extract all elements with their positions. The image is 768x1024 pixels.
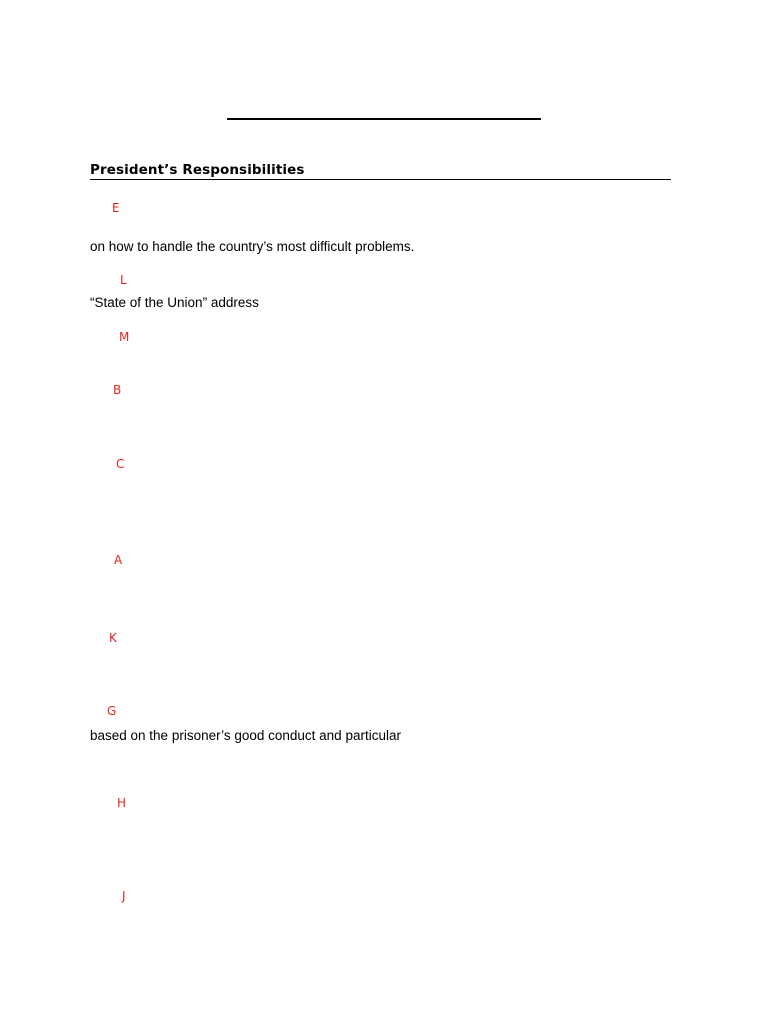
answer-letter-m: M [119, 330, 130, 344]
title-underline [227, 118, 541, 120]
section-heading-text: President’s Responsibilities [90, 162, 305, 178]
text-line-state-of-union: “State of the Union” address [90, 295, 259, 310]
answer-letter-e: E [112, 201, 120, 215]
answer-letter-g: G [107, 704, 117, 718]
answer-letter-c: C [116, 457, 125, 471]
answer-letter-l: L [120, 273, 127, 287]
answer-letter-k: K [109, 631, 117, 645]
answer-letter-j: J [122, 889, 126, 903]
text-line-prisoner-conduct: based on the prisoner’s good conduct and particular [90, 728, 401, 743]
answer-letter-b: B [113, 383, 122, 397]
text-line-difficult-problems: on how to handle the country’s most difficult problems. [90, 239, 415, 254]
answer-letter-h: H [117, 796, 127, 810]
section-heading [90, 161, 671, 180]
answer-letter-a: A [114, 553, 123, 567]
